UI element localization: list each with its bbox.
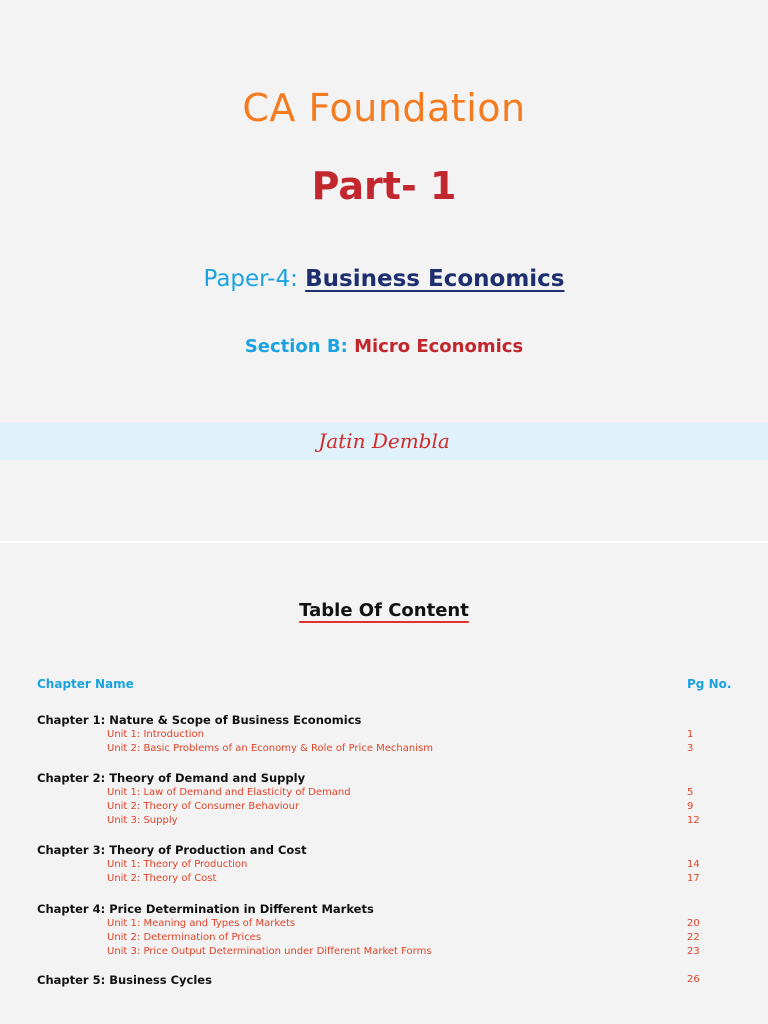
unit-page-number: 23 (687, 946, 700, 957)
unit-page-number: 3 (687, 743, 694, 754)
unit-link[interactable]: Unit 1: Law of Demand and Elasticity of Demand (107, 787, 351, 798)
chapter-title[interactable]: Chapter 5: Business Cycles (37, 973, 212, 987)
unit-page-number: 14 (687, 859, 700, 870)
paper-heading (0, 266, 768, 292)
unit-page-number: 17 (687, 873, 700, 884)
paper-subject-link[interactable]: Business Economics (305, 266, 565, 292)
author-name: Jatin Dembla (318, 429, 450, 453)
unit-link[interactable]: Unit 2: Theory of Cost (107, 873, 217, 884)
chapter-page-number: 26 (687, 974, 700, 985)
chapter-title[interactable]: Chapter 1: Nature & Scope of Business Economics (37, 713, 362, 727)
unit-link[interactable]: Unit 3: Price Output Determination under Different Market Forms (107, 946, 432, 957)
unit-link[interactable]: Unit 1: Meaning and Types of Markets (107, 918, 296, 929)
part-title: Part- 1 (311, 164, 457, 208)
section-heading (0, 336, 768, 357)
unit-link[interactable]: Unit 2: Determination of Prices (107, 932, 262, 943)
toc-title: Table Of Content (299, 600, 469, 621)
unit-page-number: 12 (687, 815, 700, 826)
unit-link[interactable]: Unit 3: Supply (107, 815, 178, 826)
chapter-name-header: Chapter Name (37, 677, 134, 691)
unit-link[interactable]: Unit 1: Introduction (107, 729, 205, 740)
chapter-title[interactable]: Chapter 2: Theory of Demand and Supply (37, 771, 306, 785)
chapter-title[interactable]: Chapter 4: Price Determination in Different Markets (37, 902, 374, 916)
section-label: Section B: (244, 336, 348, 357)
unit-page-number: 20 (687, 918, 700, 929)
unit-link[interactable]: Unit 2: Theory of Consumer Behaviour (107, 801, 300, 812)
section-name: Micro Economics (354, 336, 524, 357)
unit-page-number: 1 (687, 729, 694, 740)
unit-link[interactable]: Unit 1: Theory of Production (107, 859, 248, 870)
unit-page-number: 5 (687, 787, 694, 798)
chapter-title[interactable]: Chapter 3: Theory of Production and Cost (37, 843, 307, 857)
page-number-header: Pg No. (687, 677, 732, 691)
unit-link[interactable]: Unit 2: Basic Problems of an Economy & Role of Price Mechanism (107, 743, 433, 754)
author-band (0, 423, 768, 460)
document-title: CA Foundation (242, 86, 526, 130)
toc-page (0, 543, 768, 1024)
paper-number: Paper-4: (203, 266, 298, 292)
unit-page-number: 9 (687, 801, 694, 812)
unit-page-number: 22 (687, 932, 700, 943)
